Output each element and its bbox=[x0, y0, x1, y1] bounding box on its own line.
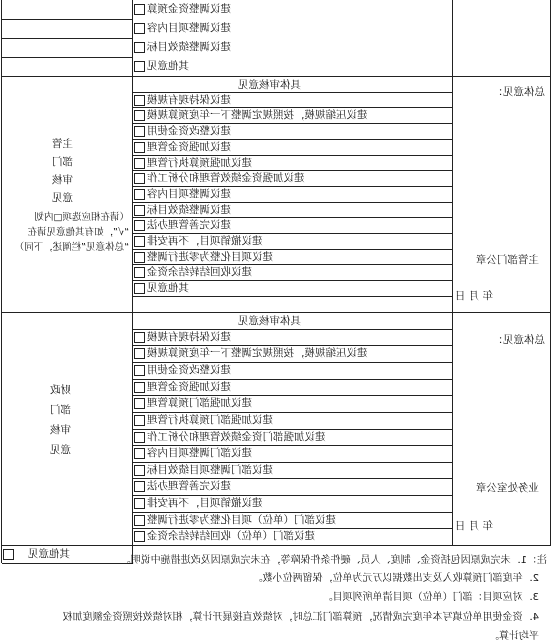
top-checkbox-0[interactable] bbox=[134, 4, 145, 15]
col-right bbox=[132, 0, 133, 554]
col-left bbox=[452, 0, 453, 545]
finance-checkbox-8[interactable] bbox=[134, 465, 145, 476]
finance-general: 总体意见： bbox=[492, 334, 545, 346]
dept-row-rule bbox=[133, 92, 453, 93]
dept-row-rule bbox=[133, 202, 453, 203]
dept-label-1: 部门 bbox=[52, 156, 73, 168]
finance-option-7: 建议部门调整项目内容 bbox=[147, 447, 252, 460]
dept-row-rule bbox=[133, 155, 453, 156]
dept-label-3: 意见 bbox=[52, 192, 73, 204]
finance-option-1: 建议压缩规模，按照规定调整下一年度预算规模 bbox=[147, 347, 368, 360]
finance-bottom-rule bbox=[2, 545, 551, 546]
dept-top-rule bbox=[2, 76, 551, 77]
finance-checkbox-3[interactable] bbox=[134, 382, 145, 393]
finance-checkbox-0[interactable] bbox=[134, 332, 145, 343]
finance-checkbox-10[interactable] bbox=[134, 498, 145, 509]
finance-row-rule bbox=[133, 429, 453, 430]
finance-option-4: 建议加强部门预算管理 bbox=[147, 397, 252, 410]
dept-checkbox-2[interactable] bbox=[134, 126, 145, 137]
finance-option-12: 建议部门（单位）收回结转结余资金 bbox=[147, 530, 315, 543]
finance-signature: 业务处室公章 bbox=[476, 482, 539, 494]
finance-option-10: 建议撤销项目，不再安排 bbox=[147, 497, 263, 510]
dept-option-3: 建议加强资金管理 bbox=[147, 140, 231, 153]
finance-checkbox-1[interactable] bbox=[134, 348, 145, 359]
finance-checkbox-12[interactable] bbox=[134, 531, 145, 542]
dept-checkbox-11[interactable] bbox=[134, 267, 145, 278]
finance-label-1: 部门 bbox=[50, 404, 71, 416]
finance-checkbox-11[interactable] bbox=[134, 515, 145, 526]
dept-option-12: 其他意见 bbox=[147, 282, 189, 295]
dept-label-0: 主管 bbox=[52, 138, 73, 150]
top-row-rule bbox=[2, 19, 133, 20]
dept-instruction-0: （请在相应选项□内划 bbox=[34, 212, 129, 223]
dept-option-6: 建议调整项目内容 bbox=[147, 187, 231, 200]
dept-label-2: 审核 bbox=[52, 174, 73, 186]
finance-option-5: 建议加强部门预算执行管理 bbox=[147, 413, 273, 426]
note-1: 2．年度部门预算收入及支出数据以万元为单位，保留两位小数。 bbox=[252, 573, 539, 584]
dept-row-rule bbox=[133, 249, 453, 250]
finance-checkbox-6[interactable] bbox=[134, 432, 145, 443]
last-row-rule bbox=[2, 563, 133, 564]
dept-option-8: 建议完善管理办法 bbox=[147, 219, 231, 232]
dept-checkbox-0[interactable] bbox=[134, 95, 145, 106]
dept-general: 总体意见： bbox=[492, 86, 545, 98]
last-row-right bbox=[1, 545, 2, 563]
dept-signature: 主管部门公章 bbox=[476, 254, 539, 266]
finance-checkbox-9[interactable] bbox=[134, 481, 145, 492]
top-checkbox-3[interactable] bbox=[134, 61, 145, 72]
finance-row-rule bbox=[133, 495, 453, 496]
dept-instruction-1: “√”，如有其他意见请在 bbox=[27, 227, 129, 238]
dept-option-5: 建议加强资金绩效管理和分析工作 bbox=[147, 172, 305, 185]
finance-label-0: 财政 bbox=[50, 384, 71, 396]
dept-row-rule bbox=[133, 139, 453, 140]
dept-option-9: 建议撤销项目，不再安排 bbox=[147, 235, 263, 247]
finance-checkbox-4[interactable] bbox=[134, 398, 145, 409]
top-option-0: 建议调整资金预算 bbox=[147, 3, 231, 15]
dept-option-2: 建议整改资金使用 bbox=[147, 125, 231, 138]
top-option-3: 其他意见 bbox=[147, 60, 189, 72]
finance-row-rule bbox=[133, 512, 453, 513]
finance-row-rule bbox=[133, 362, 453, 363]
dept-checkbox-10[interactable] bbox=[134, 252, 145, 263]
dept-row-rule bbox=[133, 123, 453, 124]
dept-option-10: 建议项目化整为零进行调整 bbox=[147, 250, 273, 263]
dept-checkbox-1[interactable] bbox=[134, 110, 145, 121]
dept-row-rule bbox=[133, 280, 453, 281]
dept-instruction-2: “总体意见”栏阐述，下同） bbox=[14, 242, 129, 253]
top-row-rule bbox=[2, 57, 133, 58]
finance-last-option: 其他意见 bbox=[28, 548, 70, 560]
dept-checkbox-3[interactable] bbox=[134, 142, 145, 153]
edge-left bbox=[550, 0, 551, 545]
dept-checkbox-6[interactable] bbox=[134, 189, 145, 200]
note-2: 3．对应项目：部门（单位）项目清单所列项目。 bbox=[322, 592, 539, 603]
finance-option-2: 建议整改资金使用 bbox=[147, 363, 231, 376]
dept-option-7: 建议调整绩效目标 bbox=[147, 203, 231, 216]
finance-option-9: 建议完善管理办法 bbox=[147, 480, 231, 493]
finance-row-rule bbox=[133, 379, 453, 380]
dept-option-0: 建议保持现有规模 bbox=[147, 93, 231, 106]
dept-option-11: 建议收回结转结余资金 bbox=[147, 266, 252, 279]
dept-header: 具体审核意见 bbox=[238, 79, 301, 91]
top-option-1: 建议调整项目内容 bbox=[147, 22, 231, 34]
dept-option-4: 建议加强预算执行管理 bbox=[147, 156, 252, 169]
finance-option-0: 建议保持现有规模 bbox=[147, 330, 231, 343]
finance-option-8: 建议部门调整项目绩效目标 bbox=[147, 463, 273, 476]
dept-date: 年 月 日 bbox=[454, 290, 493, 302]
dept-row-rule bbox=[133, 233, 453, 234]
finance-label-3: 意见 bbox=[50, 444, 71, 456]
top-checkbox-1[interactable] bbox=[134, 23, 145, 34]
dept-checkbox-4[interactable] bbox=[134, 158, 145, 169]
finance-row-rule bbox=[133, 329, 453, 330]
dept-row-rule bbox=[133, 296, 453, 297]
finance-option-6: 建议加强部门资金绩效管理和分析工作 bbox=[147, 430, 326, 443]
note-0: 注：1．未完成原因包括资金、制度、人员、硬件条件保障等，在未完成原因及改进措施中说明。 bbox=[120, 555, 547, 566]
finance-row-rule bbox=[133, 462, 453, 463]
finance-row-rule bbox=[133, 445, 453, 446]
dept-row-rule bbox=[133, 186, 453, 187]
finance-last-checkbox[interactable] bbox=[3, 549, 14, 560]
finance-header: 具体审核意见 bbox=[238, 315, 301, 327]
top-checkbox-2[interactable] bbox=[134, 42, 145, 53]
finance-checkbox-7[interactable] bbox=[134, 448, 145, 459]
finance-checkbox-5[interactable] bbox=[134, 415, 145, 426]
dept-checkbox-5[interactable] bbox=[134, 173, 145, 184]
dept-checkbox-7[interactable] bbox=[134, 205, 145, 216]
finance-option-11: 建议部门（单位）项目化整为零进行调整 bbox=[147, 513, 336, 526]
note-4: 平均计算。 bbox=[489, 631, 539, 642]
dept-option-1: 建议压缩规模，按照规定调整下一年度预算规模 bbox=[147, 109, 368, 122]
edge-right bbox=[1, 0, 2, 545]
finance-label-2: 审核 bbox=[50, 424, 71, 436]
dept-checkbox-12[interactable] bbox=[134, 283, 145, 294]
note-3: 4．资金使用单位填写本年度完成情况，预算部门汇总时，对绩效直接展开计算，相对绩效按照资金额度加权 bbox=[62, 612, 539, 623]
dept-checkbox-9[interactable] bbox=[134, 236, 145, 247]
top-option-2: 建议调整绩效目标 bbox=[147, 41, 231, 53]
finance-top-rule bbox=[2, 312, 551, 313]
finance-row-rule bbox=[133, 412, 453, 413]
dept-checkbox-8[interactable] bbox=[134, 220, 145, 231]
finance-option-3: 建议加强资金管理 bbox=[147, 380, 231, 393]
top-row-rule bbox=[2, 38, 133, 39]
finance-date: 年 月 日 bbox=[454, 520, 493, 532]
finance-checkbox-2[interactable] bbox=[134, 365, 145, 376]
